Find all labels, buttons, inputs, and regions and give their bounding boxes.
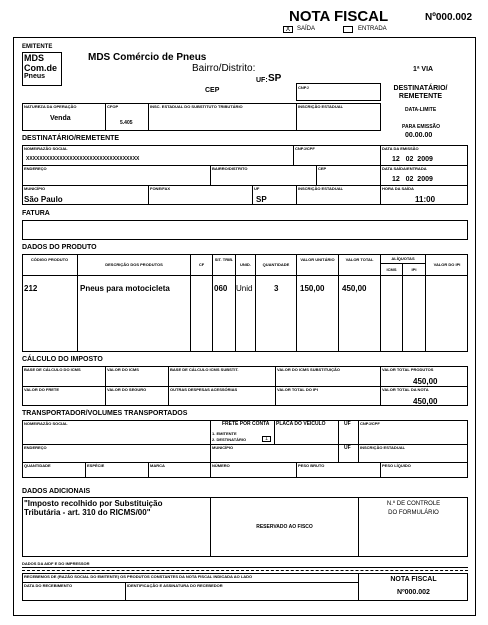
dest-nome-label: NOME/RAZÃO SOCIAL: [24, 146, 68, 151]
destinatario-block: [22, 145, 468, 205]
insc-subst-label: INSC. ESTADUAL DO SUBSTITUTO TRIBUTÁRIO: [150, 104, 243, 109]
cfop-value: 5.405: [120, 120, 133, 126]
col-valor-total: VALOR TOTAL: [345, 257, 374, 262]
transp-uf2-label: UF: [344, 445, 351, 451]
company-logo: [22, 52, 62, 86]
col-cf: CF: [198, 262, 205, 267]
frete-emitente-option: 1. EMITENTE: [212, 431, 237, 436]
destinatario-section-title: DESTINATÁRIO/REMETENTE: [22, 135, 120, 142]
dest-fone-label: FONE/FAX: [150, 186, 171, 191]
outras-despesas-label: OUTRAS DESPESAS ACESSÓRIAS: [170, 387, 238, 392]
seguro-label: VALOR DO SEGURO: [107, 387, 147, 392]
row-unid: Unid: [236, 284, 253, 293]
transp-nome-label: NOME/RAZÃO SOCIAL: [24, 421, 68, 426]
total-produtos-label: VALOR TOTAL PRODUTOS: [382, 367, 434, 372]
document-number: Nº000.002: [425, 12, 473, 23]
assinatura-label: IDENTIFICAÇÃO E ASSINATURA DO RECEBEDOR: [127, 583, 223, 588]
transportador-section-title: TRANSPORTADOR/VOLUMES TRANSPORTADOS: [22, 410, 188, 417]
col-quantidade: QUANTIDADE: [262, 262, 290, 267]
cut-line: [22, 570, 468, 571]
dest-bairro-label: BAIRRO/DISTRITO: [212, 166, 248, 171]
total-ipi-label: VALOR TOTAL DO IPI: [277, 387, 318, 392]
uf-label: UF:: [256, 77, 268, 84]
data-limite-label: DATA-LIMITE: [405, 107, 437, 113]
data-recebimento-label: DATA DO RECEBIMENTO: [24, 583, 73, 588]
frete-conta-field[interactable]: 1: [262, 436, 271, 442]
col-unid: UNID.: [240, 262, 251, 267]
logo-line: Com.de: [24, 63, 58, 73]
marca-label: MARCA: [150, 463, 165, 468]
col-valor-ipi: VALOR DO IPI: [433, 262, 461, 267]
para-emissao-label: PARA EMISSÃO: [402, 124, 441, 130]
col-valor-unitario: VALOR UNITÁRIO: [300, 257, 335, 262]
data-emissao-label: DATA DA EMISSÃO: [382, 146, 419, 151]
hora-saida-value[interactable]: 11:00: [415, 195, 436, 204]
peso-bruto-label: PESO BRUTO: [298, 463, 325, 468]
frete-label: VALOR DO FRETE: [24, 387, 60, 392]
canhoto-number: Nº000.002: [397, 589, 430, 596]
imposto-section-title: CÁLCULO DO IMPOSTO: [22, 356, 103, 363]
col-aliquotas: ALÍQUOTAS: [391, 256, 415, 261]
base-subst-label: BASE DE CÁLCULO ICMS SUBSTIT.: [170, 367, 239, 372]
uf-value: SP: [268, 73, 282, 84]
dest-municipio-label: MUNICÍPIO: [24, 186, 46, 191]
logo-line: Pneus: [24, 73, 46, 80]
adicionais-text-line[interactable]: "Imposto recolhido por Substituição: [24, 499, 163, 508]
valor-icms-label: VALOR DO ICMS: [107, 367, 139, 372]
col-codigo: CÓDIGO PRODUTO: [30, 257, 69, 262]
placa-label: PLACA DO VEÍCULO: [276, 421, 326, 427]
emitente-label: EMITENTE: [22, 44, 53, 50]
fatura-block[interactable]: [22, 220, 468, 240]
col-ipi: IPI: [411, 267, 417, 272]
quantidade-label: QUANTIDADE: [24, 463, 51, 468]
transp-cnpj-label: CNPJ/CPF: [360, 421, 380, 426]
col-icms: ICMS: [386, 267, 397, 272]
valor-subst-label: VALOR DO ICMS SUBSTITUIÇÃO: [277, 367, 341, 372]
saida-label: SAÍDA: [297, 26, 316, 32]
data-emissao-value[interactable]: 12 02 2009: [392, 156, 433, 163]
dest-uf-label: UF: [254, 186, 260, 191]
base-icms-label: BASE DE CÁLCULO DO ICMS: [24, 367, 81, 372]
dest-nome-value[interactable]: XXXXXXXXXXXXXXXXXXXXXXXXXXXXXXXXXX: [26, 156, 140, 162]
row-valor-unitario: 150,00: [300, 284, 325, 293]
reservado-fisco-label: RESERVADO AO FISCO: [256, 524, 313, 530]
data-saida-value[interactable]: 12 02 2009: [392, 176, 433, 183]
field-label: CNPJ: [298, 85, 309, 90]
frete-destinatario-option: 2. DESTINATÁRIO: [212, 437, 247, 442]
controle-line: DO FORMULÁRIO: [388, 510, 439, 516]
row-codigo: 212: [24, 284, 38, 293]
fatura-section-title: FATURA: [22, 210, 50, 217]
cfop-label: CFOP: [107, 104, 119, 109]
recebemos-label: RECEBEMOS DE (RAZÃO SOCIAL DO EMITENTE) OS PRODUTOS CONSTANTES DA NOTA FISCAL INDICADA AO LADO: [24, 574, 253, 579]
total-nota-value: 450,00: [413, 397, 438, 406]
transp-uf-label: UF: [344, 421, 351, 427]
insc-estadual-label: INSCRIÇÃO ESTADUAL: [298, 104, 344, 109]
company-name: MDS Comércio de Pneus: [88, 52, 207, 63]
saida-checkbox[interactable]: X: [283, 26, 293, 33]
row-sit-trib: 060: [214, 284, 228, 293]
adicionais-text-line[interactable]: Tributária - art. 310 do RICMS/00": [24, 508, 151, 517]
natureza-value: Venda: [50, 115, 71, 122]
peso-liquido-label: PESO LÍQUIDO: [382, 463, 411, 468]
via-label: 1ª VIA: [413, 66, 434, 73]
dest-insc-label: INSCRIÇÃO ESTADUAL: [298, 186, 344, 191]
transp-insc-label: INSCRIÇÃO ESTADUAL: [360, 445, 406, 450]
hora-saida-label: HORA DA SAÍDA: [382, 186, 414, 191]
entrada-checkbox[interactable]: [343, 26, 353, 33]
frete-conta-label: FRETE POR CONTA: [222, 421, 270, 427]
document-title: NOTA FISCAL: [289, 8, 389, 25]
aidf-label: DADOS DA AIDF E DO IMPRESSOR: [22, 561, 90, 566]
row-quantidade: 3: [274, 284, 279, 293]
dest-municipio-value[interactable]: São Paulo: [24, 195, 63, 204]
data-saida-label: DATA SAÍDA/ENTRADA: [382, 166, 427, 171]
bairro-label: Bairro/Distrito:: [192, 63, 256, 74]
cep-label: CEP: [205, 87, 220, 94]
entrada-label: ENTRADA: [358, 26, 387, 32]
logo-line: MDS: [24, 53, 44, 63]
transp-endereco-label: ENDEREÇO: [24, 445, 47, 450]
total-produtos-value: 450,00: [413, 377, 438, 386]
emitente-cnpj-field[interactable]: [296, 83, 381, 101]
col-descricao: DESCRIÇÃO DOS PRODUTOS: [105, 262, 163, 267]
dest-endereco-label: ENDEREÇO: [24, 166, 47, 171]
dest-cep-label: CEP: [318, 166, 327, 171]
row-descricao: Pneus para motocicleta: [80, 284, 170, 293]
adicionais-section-title: DADOS ADICIONAIS: [22, 488, 91, 495]
especie-label: ESPÉCIE: [87, 463, 105, 468]
total-nota-label: VALOR TOTAL DA NOTA: [382, 387, 429, 392]
natureza-label: NATUREZA DA OPERAÇÃO: [24, 104, 77, 109]
para-emissao-value: 00.00.00: [405, 132, 433, 139]
numero-label: NÚMERO: [212, 463, 230, 468]
col-sit-trib: SIT. TRIB.: [214, 257, 234, 262]
destinatario-remetente-label: DESTINATÁRIO/ REMETENTE: [393, 85, 448, 100]
row-valor-total: 450,00: [342, 284, 367, 293]
dest-uf-value[interactable]: SP: [256, 195, 267, 204]
produtos-section-title: DADOS DO PRODUTO: [22, 244, 97, 251]
dest-cnpj-label: CNPJ/CPF: [295, 146, 315, 151]
controle-line: N.º DE CONTROLE: [386, 501, 441, 507]
canhoto-title: NOTA FISCAL: [390, 576, 437, 583]
transp-municipio-label: MUNICÍPIO: [212, 445, 234, 450]
